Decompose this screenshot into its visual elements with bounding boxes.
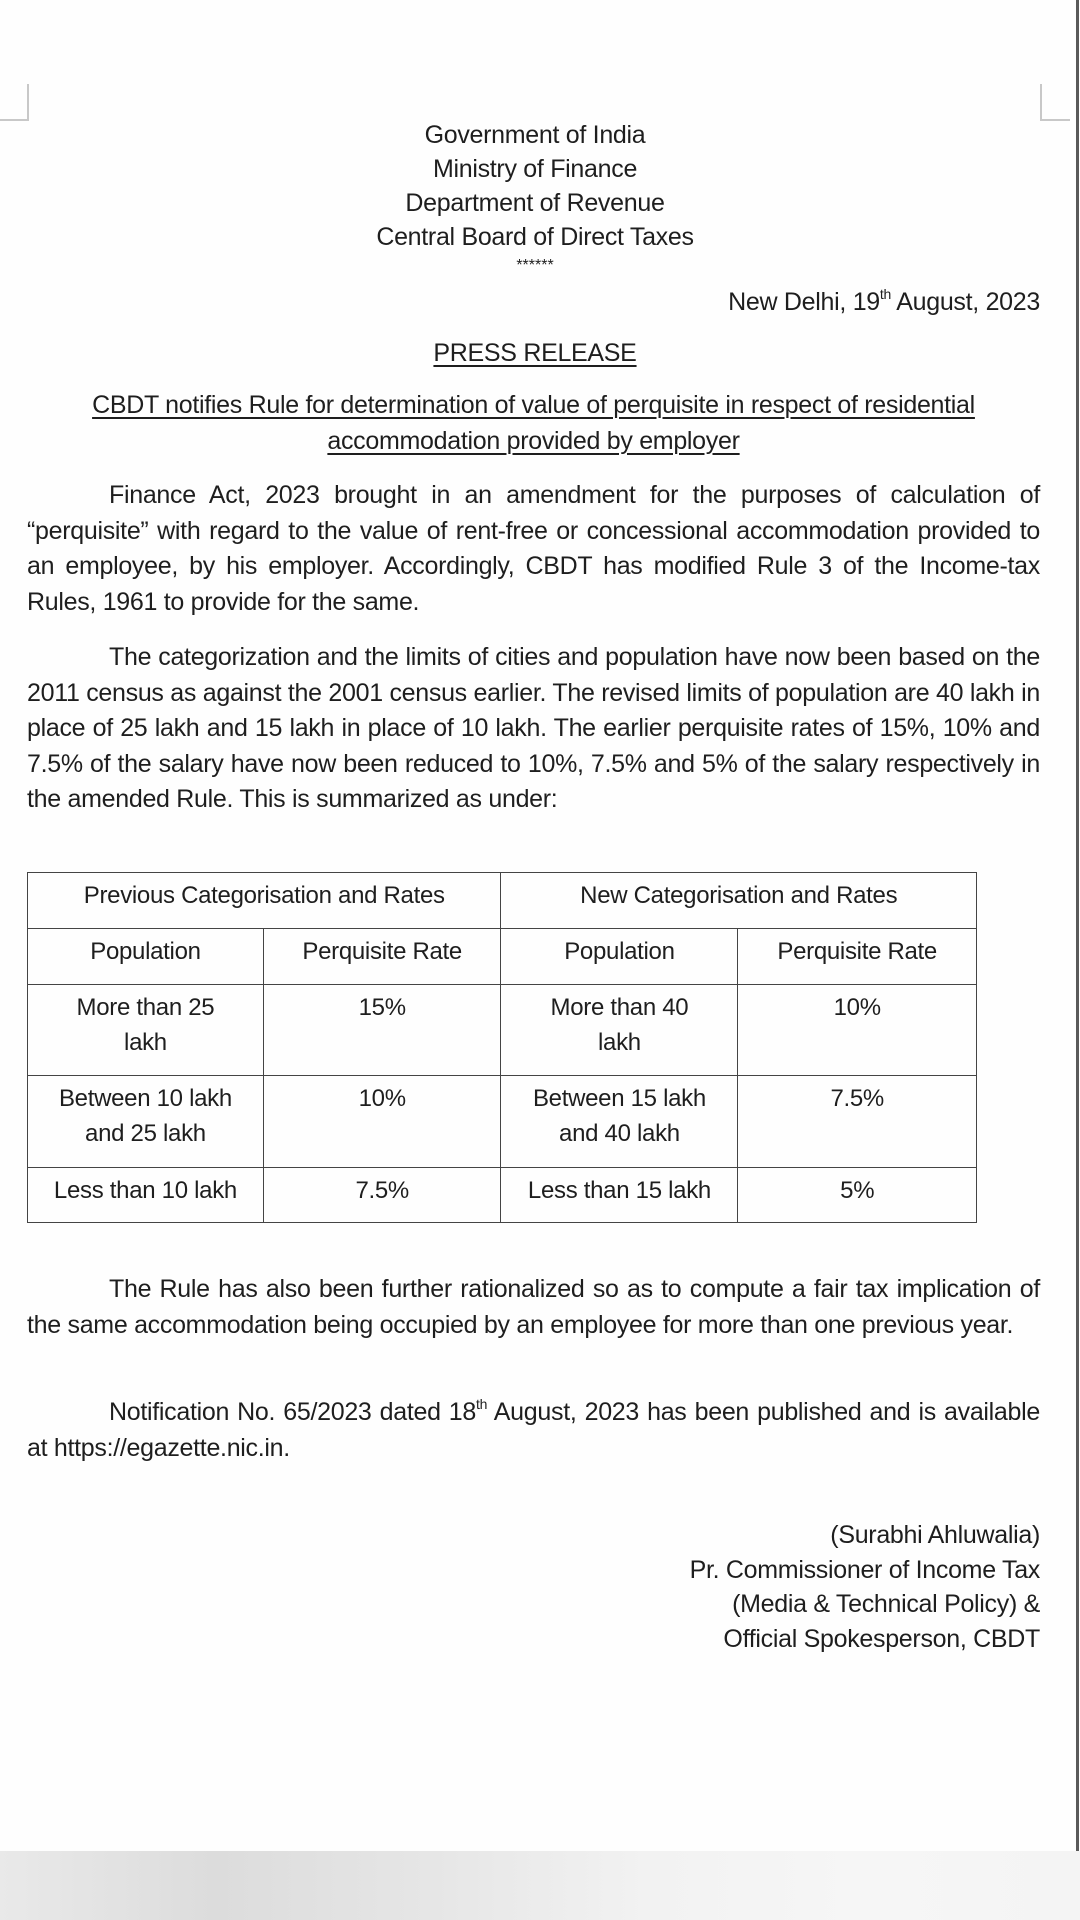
table-cell: 7.5% <box>738 1076 977 1168</box>
signatory-designation: (Media & Technical Policy) & <box>732 1590 1040 1618</box>
table-group-header-row <box>28 873 977 929</box>
cell-text: More than 40 lakh <box>550 994 689 1056</box>
doc-type-heading <box>0 336 1070 371</box>
date-rest: August, 2023 <box>890 288 1040 316</box>
table-cell: 10% <box>263 1076 501 1168</box>
header-government: Government of India <box>424 121 646 149</box>
column-header: Perquisite Rate <box>738 929 977 985</box>
header-separator: ****** <box>516 257 554 274</box>
table-cell: Less than 15 lakh <box>501 1168 738 1223</box>
signature-block <box>690 1518 1040 1656</box>
table-row <box>28 1076 977 1168</box>
crop-mark-right <box>1040 84 1070 121</box>
notification-text: Notification No. 65/2023 dated 18 <box>109 1398 477 1426</box>
notification-text-rest: August, 2023 has been published and is available at https://egazette.nic.in. <box>27 1398 1040 1462</box>
paragraph-4 <box>27 1395 1040 1466</box>
cell-text: More than 25 lakh <box>76 994 215 1056</box>
paragraph-2: The categorization and the limits of cities and population have now been based on the 2011 census as against the 2001 census earlier. The revised limits of population are 40 lakh in place of 25 lakh and 15 lakh in place of 10 lakh. The earlier perquisite rates of 15%, 10% and 7.5% of the salary have now been reduced to 10%, 7.5% and 5% of the salary respectively in the amended Rule. This is summarized as under: <box>27 643 1040 813</box>
table-cell <box>501 985 738 1076</box>
table-cell: 15% <box>263 985 501 1076</box>
date-line <box>728 285 1040 320</box>
perquisite-rates-table <box>27 872 977 1223</box>
bottom-shadow-bar <box>0 1851 1080 1920</box>
paragraph-3: The Rule has also been further rationalized so as to compute a fair tax implication of the same accommodation being occupied by an employee for more than one previous year. <box>27 1275 1040 1339</box>
table-cell: 10% <box>738 985 977 1076</box>
release-title-text: CBDT notifies Rule for determination of value of perquisite in respect of residential accommodation provided by employer <box>92 391 975 455</box>
cell-text: Between 15 lakh and 40 lakh <box>532 1085 706 1147</box>
date-place: New Delhi, 19 <box>728 288 880 316</box>
column-header: Population <box>501 929 738 985</box>
table-column-header-row <box>28 929 977 985</box>
table-cell <box>28 985 264 1076</box>
header-cbdt: Central Board of Direct Taxes <box>376 223 694 251</box>
header-ministry: Ministry of Finance <box>432 155 638 183</box>
signatory-name: (Surabhi Ahluwalia) <box>830 1521 1040 1549</box>
paragraph-1: Finance Act, 2023 brought in an amendment for the purposes of calculation of “perquisite” with regard to the value of rent-free or concessional accommodation provided to an employee, by his employer. Accordingly, CBDT has modified Rule 3 of the Income-tax Rules, 1961 to provide for the same. <box>27 481 1040 616</box>
notification-ordinal: th <box>476 1396 488 1412</box>
column-header: Perquisite Rate <box>263 929 501 985</box>
signatory-designation: Official Spokesperson, CBDT <box>723 1624 1040 1653</box>
table-cell <box>28 1076 264 1168</box>
release-title <box>27 387 1040 459</box>
press-release-label: PRESS RELEASE <box>433 339 637 367</box>
column-header: Population <box>28 929 264 985</box>
header-department: Department of Revenue <box>405 189 665 217</box>
table-cell: 5% <box>738 1168 977 1223</box>
group-header-new: New Categorisation and Rates <box>501 873 977 929</box>
table-row <box>28 985 977 1076</box>
crop-mark-left <box>0 84 29 121</box>
cell-text: Between 10 lakh and 25 lakh <box>58 1085 232 1147</box>
date-ordinal: th <box>879 286 891 302</box>
page-edge <box>1076 0 1079 1851</box>
table-cell: 7.5% <box>263 1168 501 1223</box>
table-row <box>28 1168 977 1223</box>
signatory-designation: Pr. Commissioner of Income Tax <box>689 1555 1040 1584</box>
table-cell <box>501 1076 738 1168</box>
table-cell: Less than 10 lakh <box>28 1168 264 1223</box>
group-header-previous: Previous Categorisation and Rates <box>28 873 501 929</box>
